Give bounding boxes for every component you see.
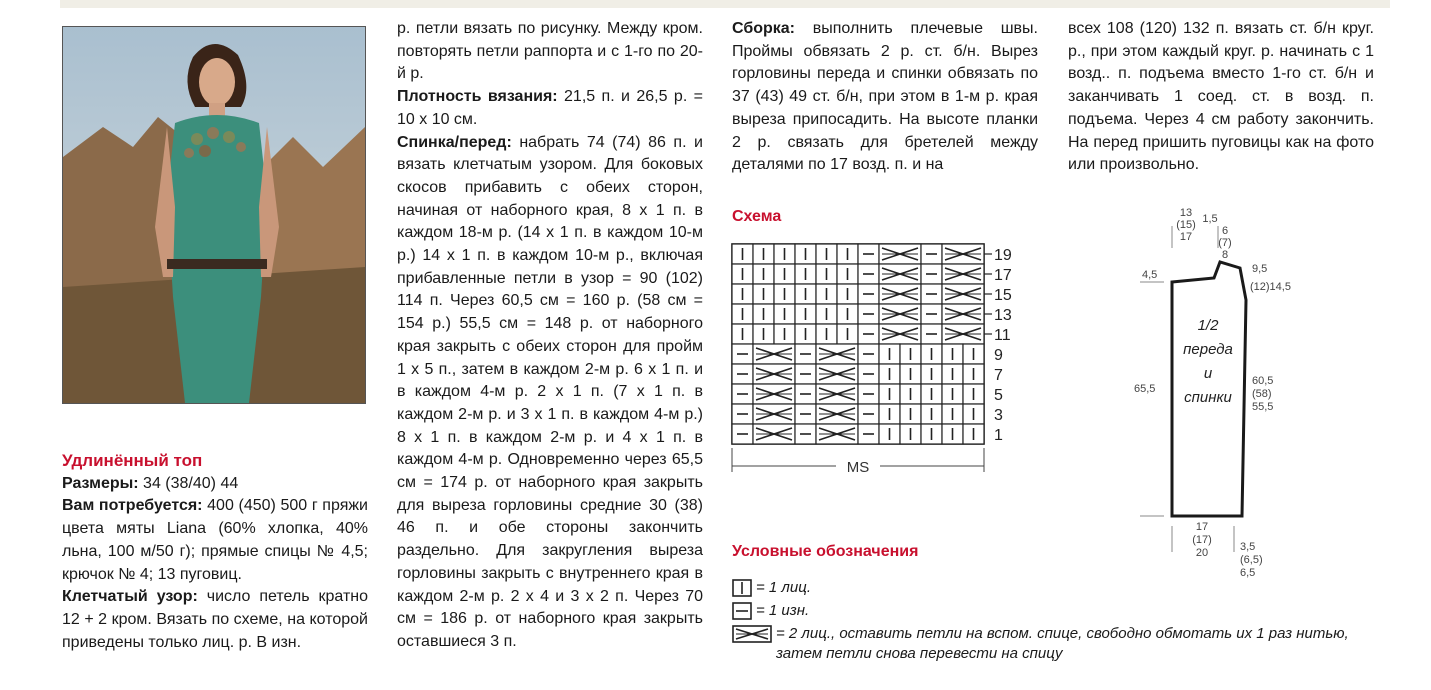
garment-pattern-diagram xyxy=(1128,204,1378,584)
density-label: Плотность вязания: xyxy=(397,88,558,106)
legend-cross-line-1: = 2 лиц., оставить петли на вспом. спице, свободно обмотать их 1 раз нитью, xyxy=(776,625,1349,642)
column-3 xyxy=(732,18,1038,177)
piece-label-3: и xyxy=(1203,365,1213,382)
dim-bottom-width-3: 20 xyxy=(1195,547,1209,559)
density-text: 21,5 п. и 26,5 р. = 10 х 10 см. xyxy=(397,88,704,128)
density-paragraph xyxy=(397,86,703,131)
dim-left-height: 65,5 xyxy=(1134,383,1156,395)
sizes-text: 34 (38/40) 44 xyxy=(138,474,239,492)
knit-symbol-icon xyxy=(732,579,752,597)
cross-symbol-icon xyxy=(732,625,772,643)
row-label: 19 xyxy=(994,247,1012,264)
piece-label-4: спинки xyxy=(1184,389,1232,406)
pattern-paragraph xyxy=(62,586,368,654)
legend-title: Условные обозначения xyxy=(732,543,919,560)
row-label: 3 xyxy=(994,407,1003,424)
row-label: 17 xyxy=(994,267,1012,284)
top-bar xyxy=(60,0,1390,8)
column-1 xyxy=(62,450,368,654)
row-label: 5 xyxy=(994,387,1003,404)
assembly-label: Сборка: xyxy=(732,20,796,37)
purl-symbol-icon xyxy=(732,602,752,620)
row-label: 13 xyxy=(994,307,1012,324)
materials-paragraph xyxy=(62,495,368,586)
dim-shoulder-4: 8 xyxy=(1221,249,1229,261)
assembly-paragraph xyxy=(732,18,1038,177)
legend-cross xyxy=(732,624,1372,664)
model-photo xyxy=(62,26,366,404)
dim-armhole-1: 9,5 xyxy=(1252,263,1268,275)
knitting-chart xyxy=(728,236,1028,516)
scheme-title: Схема xyxy=(732,208,782,225)
article-title: Удлинённый топ xyxy=(62,451,203,470)
row-label: 1 xyxy=(994,427,1003,444)
materials-label: Вам потребуется: xyxy=(62,497,203,515)
dim-bottom-width-1: 17 xyxy=(1195,521,1209,533)
dim-right-height-1: 60,5 xyxy=(1252,375,1274,387)
piece-label-2: переда xyxy=(1183,341,1233,358)
back-front-paragraph xyxy=(397,132,703,654)
dim-neck-3: 17 xyxy=(1179,231,1193,243)
repeat-label: MS xyxy=(846,459,870,476)
dim-bottom-side-2: (6,5) xyxy=(1240,554,1263,566)
back-front-text: набрать 74 (74) 86 п. и вязать клетчатым узором. Для боковых скосов прибавить с обеих сторон, начиная от наборного края, 8 х 1 п. в каждом 18-м р. (14 х 1 п. в каждом 10-м р.) 14 х 1 п. в каждом 10-м р., включая прибавленные петли в узор = 90 (102) 114 п. Через 60,5 см = 160 р. (58 см = 154 р.) 55,5 см = 148 р. от наборного края закрыть с обеих сторон для пройм 1 х 5 п., затем в каждом 2-м р. 6 х 1 п. и в каждом 4-м р. 2 х 1 п. (7 х 1 п. в каждом 2-м р. и 3 х 1 п. в каждом 4-м р.) 8 х 1 п. в каждом 2-м р. и 4 х 1 п. в каждом 4-м р. Одновременно через 65,5 см = 174 р. от наборного края закрыть для выреза горловины средние 30 (38) 46 п. и обе стороны закончить раздельно. Для закругления выреза горловины закрыть с внутреннего края в каждом 2-м р. 2 х 4 и 3 х 2 п. Через 70 см = 186 р. от наборного края закрыть оставшиеся 3 п. xyxy=(397,133,703,650)
legend-purl-text: = 1 изн. xyxy=(756,602,810,619)
pattern-label: Клетчатый узор: xyxy=(62,588,198,606)
dim-neck-1: 13 xyxy=(1179,207,1193,219)
dim-neck-depth: 4,5 xyxy=(1142,269,1158,281)
dim-bottom-side-3: 6,5 xyxy=(1240,567,1256,579)
dim-neck-2: (15) xyxy=(1176,219,1196,231)
dim-bottom-side-1: 3,5 xyxy=(1240,541,1256,553)
dim-armhole-2: (12)14,5 xyxy=(1250,281,1291,293)
piece-label-1: 1/2 xyxy=(1197,317,1219,334)
dim-shoulder-3: (7) xyxy=(1218,237,1232,249)
row-label: 7 xyxy=(994,367,1003,384)
legend-cross-text xyxy=(776,624,1349,664)
dim-bottom-width-2: (17) xyxy=(1192,534,1212,546)
legend-cross-line-2: затем петли снова перевести на спицу xyxy=(776,645,1063,662)
back-front-label: Спинка/перед: xyxy=(397,133,512,151)
sizes-label: Размеры: xyxy=(62,474,139,492)
row-label: 9 xyxy=(994,347,1003,364)
dim-right-height-3: 55,5 xyxy=(1252,401,1274,413)
dim-shoulder-1: 1,5 xyxy=(1202,213,1218,225)
pattern-text: число петель кратно 12 + 2 кром. Вязать по схеме, на которой приведены только лиц. р. В изн. xyxy=(62,588,369,651)
column-4 xyxy=(1068,18,1374,177)
sizes-paragraph xyxy=(62,473,368,496)
materials-text: 400 (450) 500 г пряжи цвета мяты Liana (60% хлопка, 40% льна, 100 м/50 г); прямые спицы № 4,5; крючок № 4; 13 пуговиц. xyxy=(62,497,368,583)
assembly-text: выполнить плечевые швы. Проймы обвязать 2 р. ст. б/н. Вырез горловины переда и спинки обвязать по 37 (43) 49 ст. б/н, при этом в 1-м р. края выреза припосадить. На высоте планки 2 р. связать для бретелей между деталями по 17 возд. п. и на xyxy=(732,20,1038,174)
legend xyxy=(732,578,1372,667)
dim-right-height-2: (58) xyxy=(1252,388,1272,400)
dim-shoulder-2: 6 xyxy=(1221,225,1229,237)
legend-purl xyxy=(732,601,1372,621)
column-2 xyxy=(397,18,703,654)
intro-paragraph: р. петли вязать по рисунку. Между кром. повторять петли раппорта и с 1-го по 20-й р. xyxy=(397,20,703,83)
row-label: 11 xyxy=(994,327,1011,344)
finishing-paragraph: всех 108 (120) 132 п. вязать ст. б/н круг. р., при этом каждый круг. р. начинать с 1 возд.. п. подъема вместо 1-го ст. б/н и заканчивать 1 соед. ст. в возд. п. подъема. Через 4 см работу закончить. На перед пришить пуговицы как на фото или произвольно. xyxy=(1068,20,1374,174)
legend-knit-text: = 1 лиц. xyxy=(756,579,811,596)
row-label: 15 xyxy=(994,287,1012,304)
